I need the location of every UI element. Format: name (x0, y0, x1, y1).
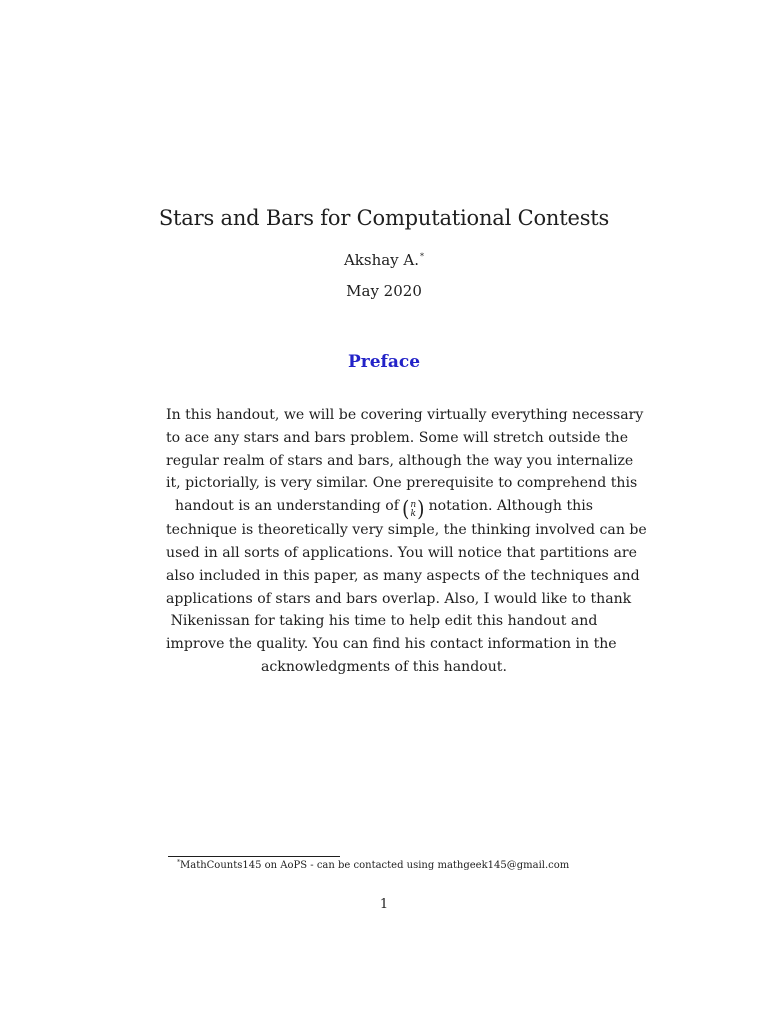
preface-line: regular realm of stars and bars, although the way you internalize (166, 452, 634, 469)
footnote-divider (168, 856, 340, 857)
preface-line: also included in this paper, as many aspects of the techniques and (166, 567, 640, 584)
preface-line: it, pictorially, is very similar. One prerequisite to comprehend this (166, 475, 638, 492)
preface-line: applications of stars and bars overlap. Also, I would like to thank (166, 590, 632, 607)
preface-line: to ace any stars and bars problem. Some will stretch outside the (166, 429, 629, 446)
preface-line-part: handout is an understanding of (175, 498, 399, 515)
preface-line: technique is theoretically very simple, the thinking involved can be (166, 522, 647, 539)
preface-line: used in all sorts of applications. You will notice that partitions are (166, 544, 637, 561)
author-line (0, 251, 768, 269)
binomial-coefficient (401, 496, 425, 522)
page-number: 1 (379, 897, 389, 912)
preface-line: Nikenissan for taking his time to help edit this handout and (170, 613, 598, 630)
author-name: Akshay A. (343, 251, 420, 269)
footnote-text: MathCounts145 on AoPS - can be contacted using mathgeek145@gmail.com (180, 860, 570, 871)
binomial-right-paren: ) (417, 496, 425, 522)
preface-line: In this handout, we will be covering virtually everything necessary (166, 407, 644, 423)
author-footnote-marker: * (420, 252, 425, 261)
preface-heading: Preface (347, 352, 421, 372)
preface-line-with-binomial (166, 495, 602, 522)
document-title: Stars and Bars for Computational Contests (158, 206, 610, 230)
binomial-stack (410, 501, 416, 519)
footnote-marker: * (177, 859, 180, 866)
binomial-bottom: k (410, 508, 416, 519)
binomial-top: n (410, 499, 417, 510)
preface-line: improve the quality. You can find his contact information in the (166, 636, 617, 653)
footnote (177, 859, 569, 871)
preface-line-part: notation. Although this (428, 498, 593, 515)
preface-body (166, 404, 647, 679)
preface-line: acknowledgments of this handout. (261, 658, 507, 675)
binomial-left-paren: ( (401, 496, 410, 522)
document-date: May 2020 (346, 282, 422, 300)
